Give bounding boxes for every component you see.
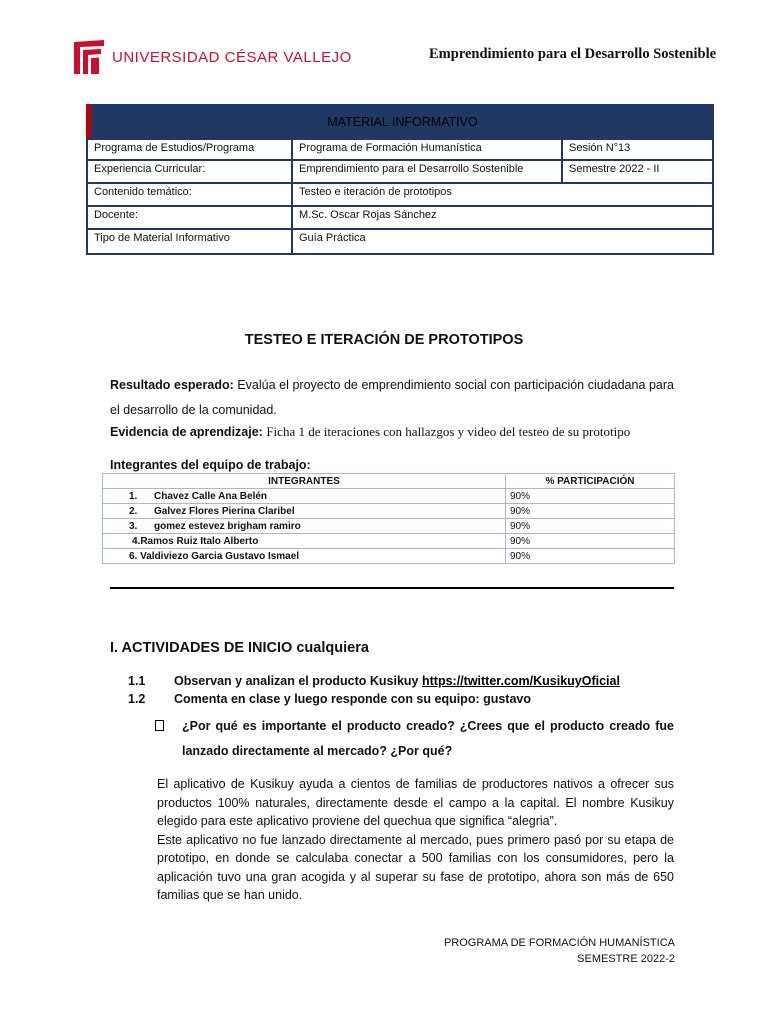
item-text-content: Observan y analizan el producto Kusikuy [174,674,422,688]
expected-result [110,373,674,423]
info-row-teacher [86,207,714,230]
ucv-shield-icon [74,40,104,74]
info-table [86,104,714,255]
footer-semester: SEMESTRE 2022-2 [577,953,675,965]
member-name: 3. gomez estevez brigham ramiro [103,519,506,534]
info-row-content [86,184,714,207]
table-row [103,534,675,549]
info-row-program [86,138,714,161]
col-header-participation: % PARTICIPACIÓN [506,474,675,489]
info-row-course [86,161,714,184]
learning-evidence-label: Evidencia de aprendizaje: [110,425,263,439]
info-value: Guía Práctica [299,232,366,244]
info-extra: Sesión N°13 [569,142,631,154]
expected-result-label: Resultado esperado: [110,378,234,392]
team-label: Integrantes del equipo de trabajo: [110,458,311,472]
info-label: Experiencia Curricular: [88,161,293,182]
info-table-title: MATERIAL INFORMATIVO [327,115,478,129]
member-name: 4.Ramos Ruiz Italo Alberto [103,534,506,549]
table-row [103,504,675,519]
answer-block [157,775,674,905]
info-label: Programa de Estudios/Programa [88,140,293,159]
member-name: 1. Chavez Calle Ana Belén [103,489,506,504]
table-row [103,489,675,504]
item-text [174,674,620,688]
team-table [102,473,675,564]
activity-item-1-2 [128,692,688,710]
member-participation: 90% [506,519,675,534]
info-value: Emprendimiento para el Desarrollo Sostenible [293,161,563,182]
member-participation: 90% [506,534,675,549]
bullet-icon [155,720,164,731]
info-table-header [86,104,714,138]
activity-item-1-1 [128,674,688,692]
learning-evidence-text: Ficha 1 de iteraciones con hallazgos y video del testeo de su prototipo [266,424,631,439]
member-participation: 90% [506,489,675,504]
item-text: Comenta en clase y luego responde con su equipo: gustavo [174,692,532,706]
table-row [103,519,675,534]
member-participation: 90% [506,504,675,519]
info-label: Tipo de Material Informativo [88,230,293,253]
footer-program: PROGRAMA DE FORMACIÓN HUMANÍSTICA [443,937,675,949]
info-value: Programa de Formación Humanística [293,140,563,159]
expected-result-text: Evalúa el proyecto de emprendimiento social con participación ciudadana para el desarrollo de la comunidad. [110,378,674,417]
university-logo [74,40,352,74]
learning-evidence [110,424,710,440]
col-header-members: INTEGRANTES [103,474,506,489]
team-table-header [103,474,675,489]
item-number: 1.2 [128,692,146,706]
info-label: Contenido temático: [88,184,293,205]
info-extra: Semestre 2022 - II [569,163,660,175]
answer-paragraph: Este aplicativo no fue lanzado directamente al mercado, pues primero pasó por su etapa de prototipo, en donde se calculaba conectar a 500 familias con los consumidores, pero la aplicación tuvo una gran acogida y al superar su fase de prototipo, ahora son más de 650 familias que se han unido. [157,832,674,902]
kusikuy-twitter-link[interactable]: https://twitter.com/KusikuyOficial [422,674,620,688]
member-name: 6. Valdiviezo Garcia Gustavo Ismael [103,549,506,564]
question-text: ¿Por qué es importante el producto creado? ¿Crees que el producto creado fue lanzado directamente al mercado? ¿Por qué? [182,719,674,758]
logo-text: UNIVERSIDAD CÉSAR VALLEJO [112,49,352,66]
table-row [103,549,675,564]
info-label: Docente: [88,207,293,228]
section-title: I. ACTIVIDADES DE INICIO cualquiera [110,640,369,656]
document-title: TESTEO E ITERACIÓN DE PROTOTIPOS [244,332,524,348]
divider [110,587,674,589]
page-footer [444,935,675,967]
member-name: 2. Galvez Flores Pierina Claribel [103,504,506,519]
answer-paragraph: El aplicativo de Kusikuy ayuda a cientos de familias de productores nativos a ofrecer sus productos 100% naturales, directamente desde el campo a la capital. El nombre Kusikuy elegido para este aplicativo proviene del quechua que significa “alegria”. [157,777,674,828]
info-value: M.Sc. Oscar Rojas Sánchez [299,209,437,221]
course-header-title: Emprendimiento para el Desarrollo Sostenible [429,46,717,62]
info-row-material-type [86,230,714,255]
info-value: Testeo e iteración de prototipos [299,186,452,198]
member-participation: 90% [506,549,675,564]
item-number: 1.1 [128,674,146,688]
